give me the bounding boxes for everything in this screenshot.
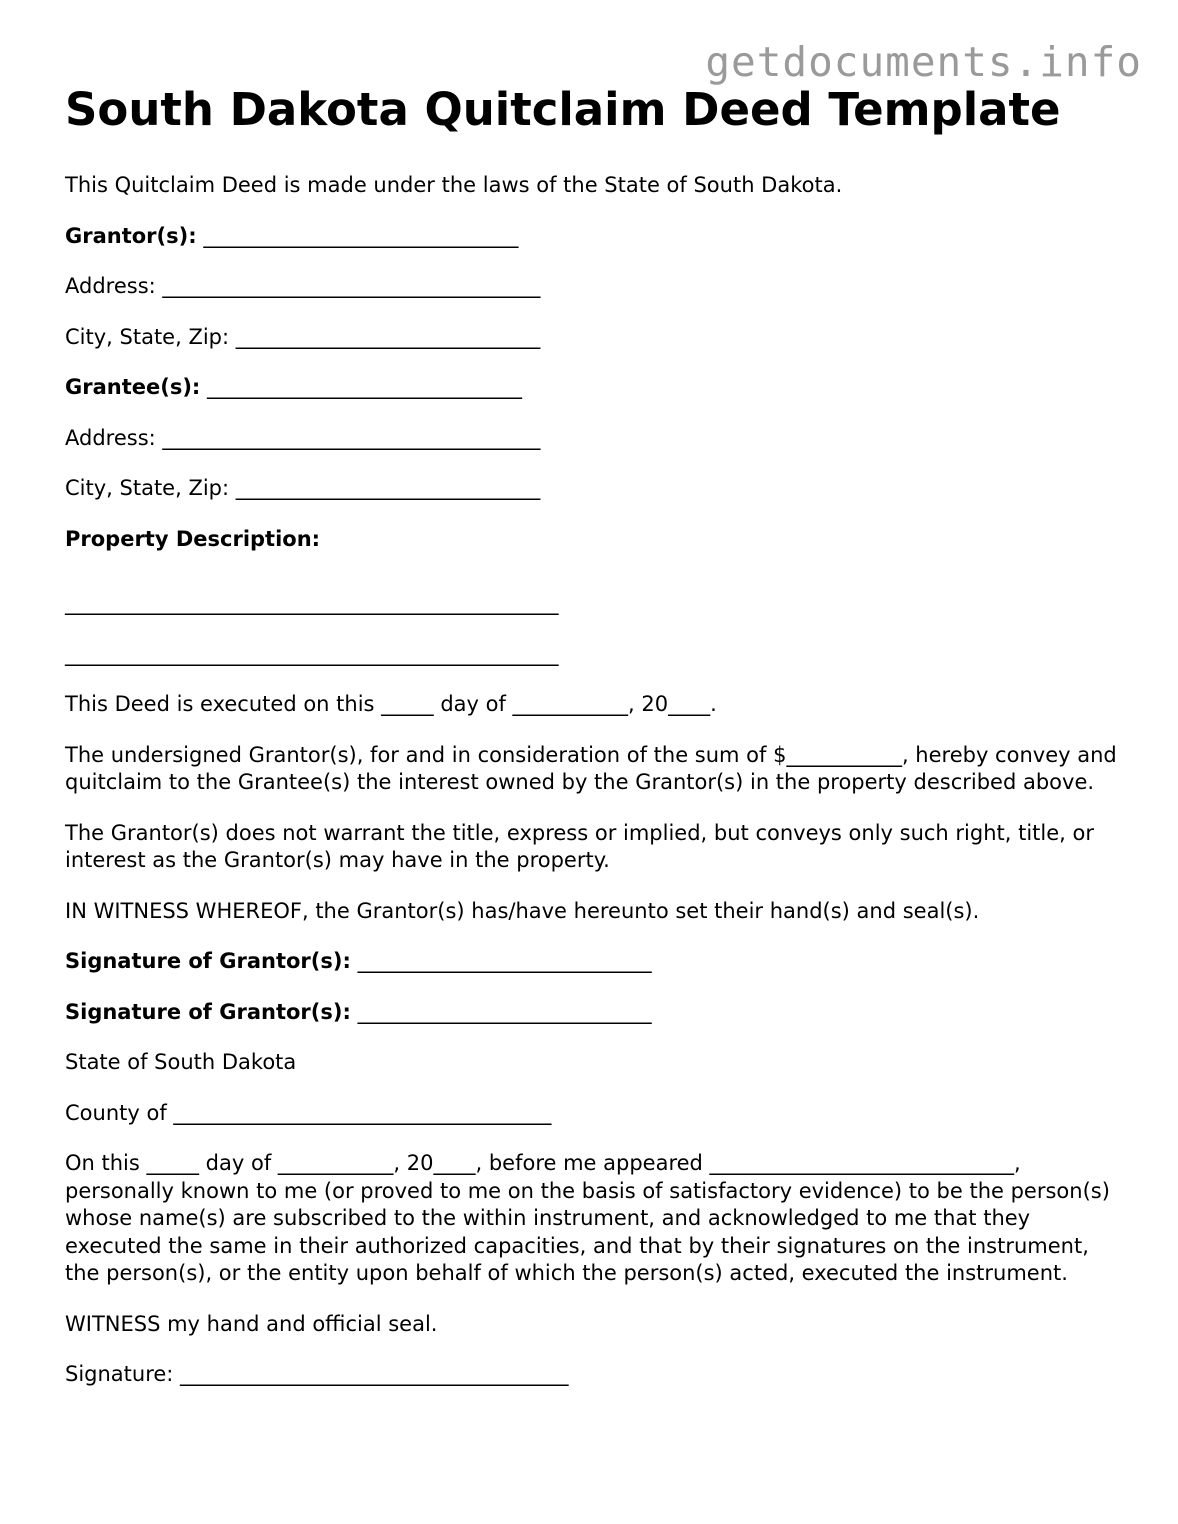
grantor-address-line: Address: ____________________________________ bbox=[65, 274, 541, 298]
notary-witness-line: WITNESS my hand and official seal. bbox=[65, 1311, 438, 1336]
witness-whereof-paragraph: IN WITNESS WHEREOF, the Grantor(s) has/have hereunto set their hand(s) and seal(s). bbox=[65, 898, 980, 923]
grantee-address-line: Address: ____________________________________ bbox=[65, 425, 541, 450]
notary-state: State of South Dakota bbox=[65, 1050, 297, 1074]
grantee-label: Grantee(s): bbox=[65, 375, 201, 399]
grantor-blank: ______________________________ bbox=[196, 223, 519, 248]
intro-text: This Quitclaim Deed is made under the laws of the State of South Dakota. bbox=[65, 173, 843, 197]
warranty-paragraph: The Grantor(s) does not warrant the title, express or implied, but conveys only such right, title, or interest as the Grantor(s) may have in the property. bbox=[65, 820, 1094, 872]
grantee-city-line: City, State, Zip: _____________________________ bbox=[65, 476, 541, 500]
grantor-label: Grantor(s): bbox=[65, 223, 197, 248]
execution-date-line: This Deed is executed on this _____ day of ___________, 20____. bbox=[65, 692, 717, 716]
grantor-city-line: City, State, Zip: _____________________________ bbox=[65, 324, 541, 349]
grantor-signature-line-1 bbox=[65, 948, 1125, 976]
signature-label: Signature of Grantor(s): bbox=[65, 949, 351, 973]
property-description-line-1: _______________________________________________ bbox=[65, 591, 559, 615]
grantor-signature-line-2 bbox=[65, 999, 1125, 1027]
consideration-paragraph: The undersigned Grantor(s), for and in consideration of the sum of $___________, hereby convey and quitclaim to the Grantee(s) the interest owned by the Grantor(s) in the property described above. bbox=[65, 742, 1117, 794]
document-page bbox=[65, 80, 1125, 1412]
watermark: getdocuments.info bbox=[705, 38, 1142, 86]
grantee-blank: ______________________________ bbox=[200, 375, 523, 399]
signature-blank: ____________________________ bbox=[350, 999, 652, 1024]
notary-county: County of ____________________________________ bbox=[65, 1100, 552, 1125]
grantor-line bbox=[65, 223, 1125, 251]
signature-blank: ____________________________ bbox=[350, 949, 652, 973]
notary-signature-line: Signature: _____________________________________ bbox=[65, 1362, 569, 1386]
signature-label: Signature of Grantor(s): bbox=[65, 999, 351, 1024]
document-title: South Dakota Quitclaim Deed Template bbox=[65, 83, 1061, 136]
notary-acknowledgment-paragraph: On this _____ day of ___________, 20____, before me appeared _____________________________, personally known to me (or proved to me on the basis of satisfactory evidence) to be the person(s) whose name(s) are subscribed to the within instrument, and acknowledged to me that they executed the same in their authorized capacities, and that by their signatures on the instrument, the person(s), or the entity upon behalf of which the person(s) acted, executed the instrument. bbox=[65, 1151, 1110, 1285]
property-description-label: Property Description: bbox=[65, 526, 321, 551]
grantee-line bbox=[65, 374, 1125, 402]
property-description-line-2: _______________________________________________ bbox=[65, 641, 559, 666]
